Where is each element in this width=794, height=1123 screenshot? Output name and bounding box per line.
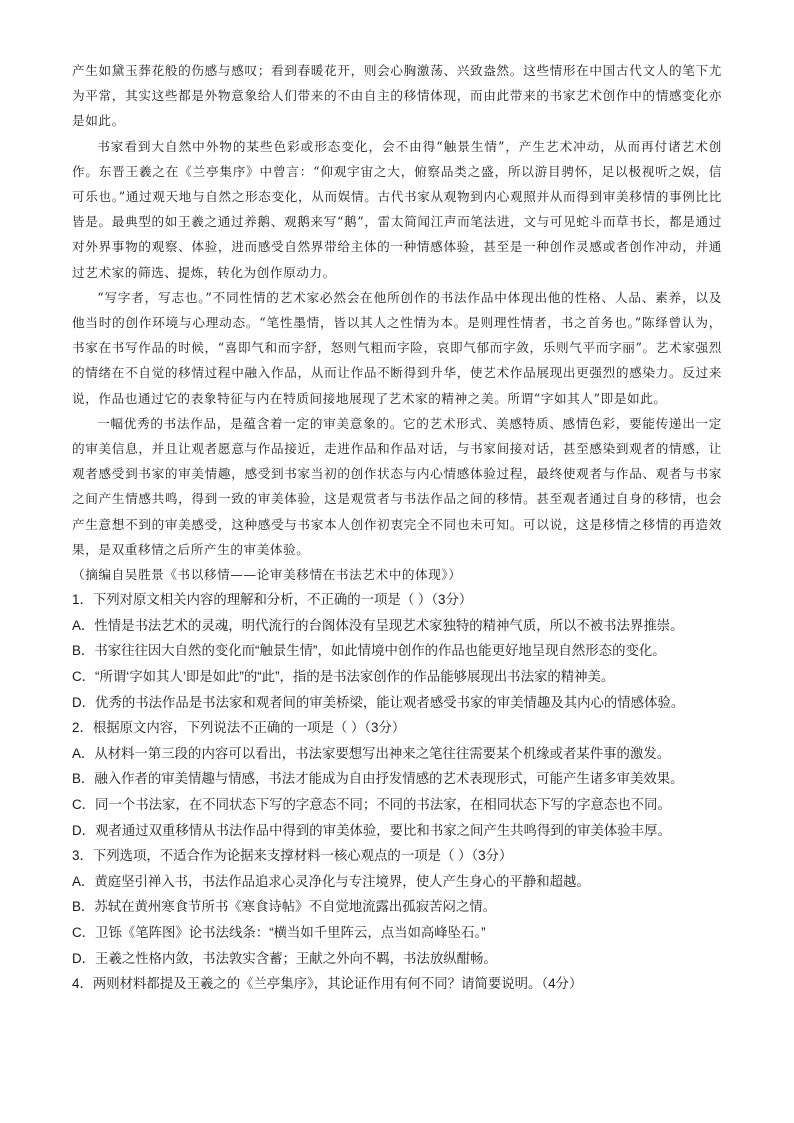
question-3 [72,843,722,971]
question-3-option-b: B．苏轼在黄州寒食节所书《寒食诗帖》不自觉地流露出孤寂苦闷之情。 [72,899,497,915]
question-2-option-a: A．从材料一第三段的内容可以看出，书法家要想写出神来之笔往往需要某个机缘或者某件事的激发。 [72,745,671,761]
question-2-stem: 2．根据原文内容，下列说法不正确的一项是（ ）（3分） [72,720,406,736]
question-1-option-d: D．优秀的书法作品是书法家和观者间的审美桥梁，能让观者感受书家的审美情趣及其内心的情感体验。 [72,694,685,710]
passage-paragraph-2: 书家看到大自然中外物的某些色彩或形态变化，会不由得“触景生情”，产生艺术冲动，从而再付诸艺术创作。东晋王羲之在《兰亭集序》中曾言：“仰观宇宙之大，俯察品类之盛，所以游目骋怀，足以极视听之娱，信可乐也。”通过观天地与自然之形态变化，从而娱情。古代书家从观物到内心观照并从而得到审美移情的事例比比皆是。最典型的如王羲之通过养鹅、观鹅来写“鹅”，雷太简闻江声而笔法进，文与可见蛇斗而草书长，都是通过对外界事物的观察、体验，进而感受自然界带给主体的一种情感体验，甚至是一种创作灵感或者创作冲动，并通过艺术家的筛选、提炼，转化为创作原动力。 [72,138,722,280]
question-2-option-d: D．观者通过双重移情从书法作品中得到的审美体验，要比和书家之间产生共鸣得到的审美体验丰厚。 [72,822,671,838]
reading-passage [72,58,722,587]
question-1-option-b: B．书家往往因大自然的变化而“触景生情”，如此情境中创作的作品也能更好地呈现自然形态的变化。 [72,643,666,659]
question-3-option-a: A．黄庭坚引禅入书，书法作品追求心灵净化与专注境界，使人产生身心的平静和超越。 [72,873,590,889]
question-1 [72,587,722,715]
question-2-option-b: B．融入作者的审美情趣与情感，书法才能成为自由抒发情感的艺术表现形式，可能产生诸多审美效果。 [72,771,684,787]
question-4-stem: 4．两则材料都提及王羲之的《兰亭集序》，其论证作用有何不同？请简要说明。（4分） [72,976,583,992]
question-1-stem: 1．下列对原文相关内容的理解和分析，不正确的一项是（ ）（3分） [72,592,473,608]
passage-paragraph-3: “写字者，写志也。”不同性情的艺术家必然会在他所创作的书法作品中体现出他的性格、人品、素养，以及他当时的创作环境与心理动态。“笔性墨情，皆以其人之性情为本。是则理性情者，书之首务也。”陈绎曾认为，书家在书写作品的时候，“喜即气和而字舒，怒则气粗而字险，哀即气郁而字敛，乐则气平而字丽”。艺术家强烈的情绪在不自觉的移情过程中融入作品，从而让作品不断得到升华，使艺术作品展现出更强烈的感染力。反过来说，作品也通过它的表象特征与内在特质间接地展现了艺术家的精神之美。所谓“字如其人”即是如此。 [72,289,722,406]
question-1-option-a: A．性情是书法艺术的灵魂，明代流行的台阁体没有呈现艺术家独特的精神气质，所以不被书法界推崇。 [72,617,684,633]
passage-source: （摘编自吴胜景《书以移情——论审美移情在书法艺术中的体现》） [72,567,462,583]
passage-paragraph-1: 产生如黛玉葬花般的伤感与感叹；看到春暖花开，则会心胸激荡、兴致盎然。这些情形在中国古代文人的笔下尤为平常，其实这些都是外物意象给人们带来的不由自主的移情体现，而由此带来的书家艺术创作中的情感变化亦是如此。 [72,63,722,129]
question-4 [72,971,722,997]
question-3-stem: 3．下列选项，不适合作为论据来支撑材料一核心观点的一项是（ ）（3分） [72,848,513,864]
question-1-option-c: C．“所谓‘字如其人’即是如此”的“此”，指的是书法家创作的作品能够展现出书法家的精神美。 [72,669,615,685]
question-list [72,587,722,997]
question-2 [72,715,722,843]
passage-paragraph-4: 一幅优秀的书法作品，是蕴含着一定的审美意象的。它的艺术形式、美感特质、感情色彩，要能传递出一定的审美信息，并且让观者愿意与作品接近，走进作品和作品对话，与书家间接对话，甚至感染到观者的情感，让观者感受到书家的审美情趣，感受到书家当初的创作状态与内心情感体验过程，最终使观者与作品、观者与书家之间产生情感共鸣，得到一致的审美体验，这是观赏者与书法作品之间的移情。甚至观者通过自身的移情，也会产生意想不到的审美感受，这种感受与书家本人创作初衷完全不同也未可知。可以说，这是移情之移情的再造效果，是双重移情之后所产生的审美体验。 [72,415,722,557]
question-3-option-d: D．王羲之性格内敛，书法敦实含蓄；王献之外向不羁，书法放纵酣畅。 [72,950,497,966]
question-2-option-c: C．同一个书法家，在不同状态下写的字意态不同；不同的书法家，在相同状态下写的字意态也不同。 [72,797,671,813]
question-3-option-c: C．卫铄《笔阵图》论书法线条：“横当如千里阵云，点当如高峰坠石。” [72,924,486,940]
